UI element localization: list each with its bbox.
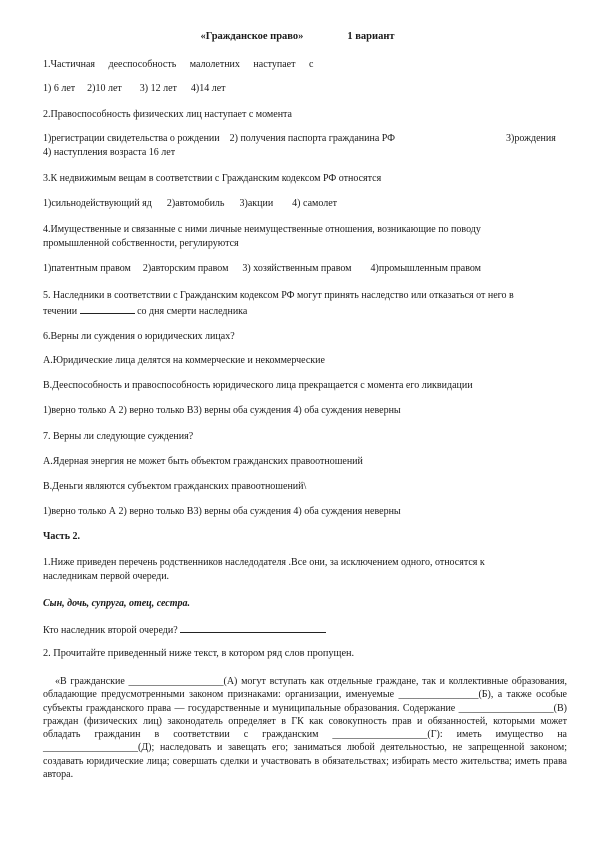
question-4-text-line-2: промышленной собственности, регулируются: [43, 238, 239, 249]
question-4-text-line-1: 4.Имущественные и связанные с ними личные неимущественные отношения, возникающие по поводу: [43, 224, 481, 235]
question-7-statement-a: А.Ядерная энергия не может быть объектом гражданских правоотношений: [43, 456, 363, 467]
part-2-task-1-line-1: 1.Ниже приведен перечень родственников наследодателя .Все они, за исключением одного, относятся к: [43, 557, 485, 568]
question-6-statement-b: В.Дееспособность и правоспособность юридического лица прекращается с момента его ликвидации: [43, 380, 473, 391]
q4-option-4: 4)промышленным правом: [370, 263, 482, 274]
worksheet-header: [0, 31, 595, 43]
question-1-options: [43, 83, 226, 95]
q2-options-line-1: 1)регистрации свидетельства о рождении 2) получения паспорта гражданина РФ: [43, 133, 396, 144]
q5-text-after-blank: со дня смерти наследника: [137, 306, 248, 317]
question-1-text: 1.Частичная дееспособность малолетних наступает с: [43, 59, 314, 70]
q1-option-2: 2)10 лет: [87, 83, 122, 94]
question-2-text: 2.Правоспособность физических лиц наступает с момента: [43, 109, 292, 120]
question-3-options: [43, 198, 337, 210]
q3-option-2: 2)автомобиль: [166, 198, 225, 209]
q4-option-2: 2)авторским правом: [142, 263, 229, 274]
part-2-label: Часть 2.: [43, 531, 80, 542]
relatives-list: Сын, дочь, супруга, отец, сестра.: [43, 598, 191, 609]
question-7-options: 1)верно только А 2) верно только В3) верны оба суждения 4) оба суждения неверны: [43, 506, 401, 517]
question-5-text-line-1: 5. Наследники в соответствии с Гражданским кодексом РФ могут принять наследство или отказаться от него в: [43, 290, 514, 301]
question-7-statement-b: В.Деньги являются субъектом гражданских правоотношений\: [43, 481, 307, 492]
q3-option-4: 4) самолет: [292, 198, 337, 209]
question-7-text: 7. Верны ли следующие суждения?: [43, 431, 194, 442]
q2-options-line-2: 4) наступления возраста 16 лет: [43, 147, 176, 158]
q2-option-3: 3)рождения: [506, 133, 556, 144]
question-3-text: 3.К недвижимым вещам в соответствии с Гражданским кодексом РФ относятся: [43, 173, 382, 184]
task-2-intro: 2. Прочитайте приведенный ниже текст, в котором ряд слов пропущен.: [43, 648, 355, 659]
variant-label: 1 вариант: [347, 31, 395, 42]
question-5-text-line-2: [43, 304, 247, 318]
second-heir-answer-blank: [180, 623, 326, 633]
q5-text-before-blank: течении: [43, 306, 78, 317]
q1-option-3: 3) 12 лет: [139, 83, 177, 94]
part-2-task-1-line-2: наследникам первой очереди.: [43, 571, 170, 582]
second-heir-question: [43, 623, 326, 637]
task-2-passage: «В гражданские ___________________(А) могут вступать как отдельные граждане, так и коллективные образования, обладающие предусмотренными законом признаками: организации, именуемые ________________(Б), а также особые субъекты гражданского права — государственные и муниципальные образования. Содержание ___________________(В) граждан (физических лиц) законодатель определяет в ГК как совокупность прав и обязанностей, которыми может обладать гражданин в соответствии с гражданским ___________________(Г): иметь имущество на ___________________(Д); наследовать и завещать его; заниматься любой деятельностью, не запрещенной законом; создавать юридические лица; совершать сделки и участвовать в обязательствах; избирать место жительства; иметь права автора.: [43, 676, 567, 781]
second-heir-question-text: Кто наследник второй очереди?: [43, 625, 178, 636]
q4-option-3: 3) хозяйственным правом: [242, 263, 352, 274]
q4-option-1: 1)патентным правом: [43, 263, 131, 274]
q1-option-1: 1) 6 лет: [43, 83, 76, 94]
q1-option-4: 4)14 лет: [190, 83, 226, 94]
question-6-options: 1)верно только А 2) верно только В3) верны оба суждения 4) оба суждения неверны: [43, 405, 401, 416]
q5-answer-blank: [80, 304, 135, 314]
question-6-text: 6.Верны ли суждения о юридических лицах?: [43, 331, 235, 342]
q3-option-3: 3)акции: [239, 198, 274, 209]
worksheet-title: «Гражданское право»: [200, 31, 304, 42]
question-4-options: [43, 263, 481, 275]
q3-option-1: 1)сильнодействующий яд: [43, 198, 152, 209]
question-6-statement-a: А.Юридические лица делятся на коммерческие и некоммерческие: [43, 355, 325, 366]
